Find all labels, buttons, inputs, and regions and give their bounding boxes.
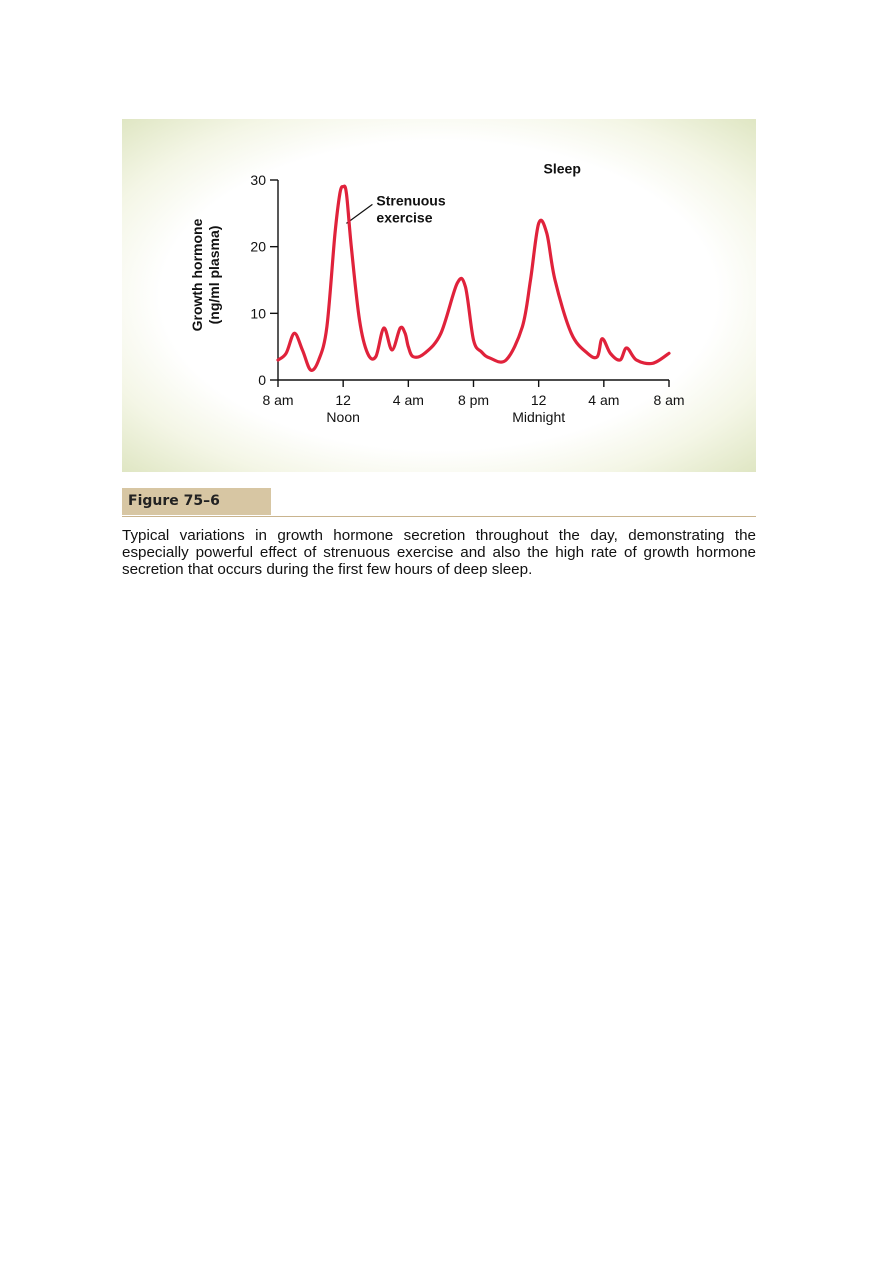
x-tick-label: 8 pm (457, 392, 490, 408)
y-tick-label: 30 (250, 172, 266, 188)
x-tick-label: 4 am (588, 392, 620, 408)
y-tick-label: 20 (250, 238, 266, 255)
y-axis-label (189, 218, 222, 331)
x-tick-sublabel: Noon (326, 409, 360, 425)
x-tick-label: 12 (335, 392, 351, 408)
caption-bar (122, 488, 756, 517)
x-tick-label: 4 am (392, 392, 424, 408)
y-axis-label-line1: Growth hormone (189, 218, 205, 332)
figure-label: Figure 75–6 (122, 488, 271, 515)
x-tick-sublabel: Midnight (512, 409, 566, 425)
x-tick-label: 8 am (262, 392, 294, 408)
annotation-exercise-line2: exercise (376, 209, 433, 226)
growth-hormone-chart (122, 119, 756, 472)
x-tick-label: 8 am (653, 392, 685, 408)
growth-hormone-series-line (278, 186, 669, 370)
annotation-sleep: Sleep (543, 160, 581, 177)
x-tick-label: 12 (530, 392, 547, 408)
y-axis-label-line2: (ng/ml plasma) (206, 225, 222, 325)
y-tick-label: 10 (250, 305, 266, 322)
y-tick-label: 0 (258, 372, 266, 388)
figure-panel (122, 119, 756, 472)
figure-caption: Typical variations in growth hormone secretion throughout the day, demonstrating the especially powerful effect of strenuous exercise and also the high rate of growth hormone secretion that occurs during the first few hours of deep sleep. (122, 527, 756, 578)
annotation-exercise-line1: Strenuous (376, 192, 446, 209)
